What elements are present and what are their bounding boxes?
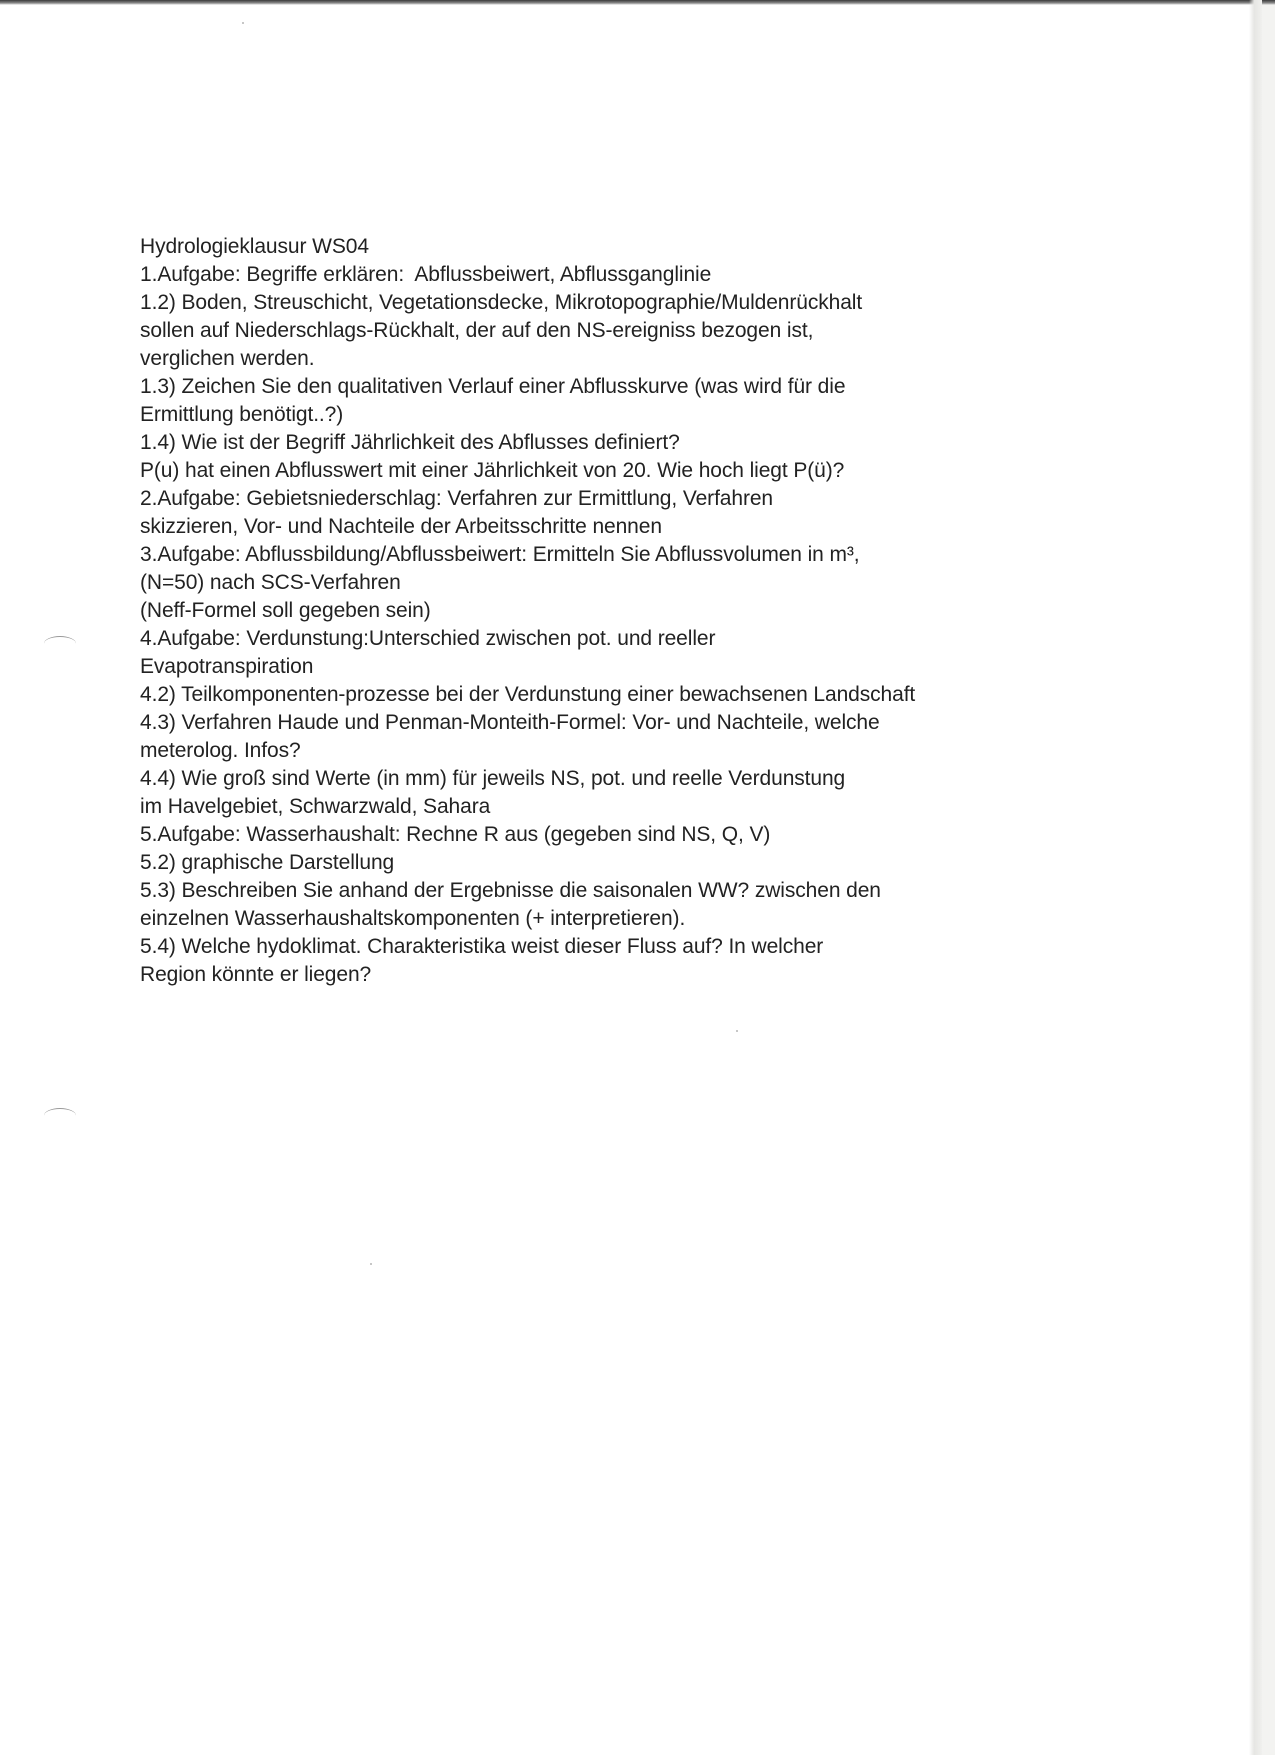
text-line: sollen auf Niederschlags-Rückhalt, der auf den NS-ereigniss bezogen ist, xyxy=(140,319,814,342)
scan-speck xyxy=(736,1030,738,1032)
text-line: 4.3) Verfahren Haude und Penman-Monteith-Formel: Vor- und Nachteile, welche xyxy=(140,711,880,734)
text-line: meterolog. Infos? xyxy=(140,739,301,762)
text-line: 4.4) Wie groß sind Werte (in mm) für jeweils NS, pot. und reelle Verdunstung xyxy=(140,767,846,790)
text-line: verglichen werden. xyxy=(140,347,315,370)
text-line: 5.Aufgabe: Wasserhaushalt: Rechne R aus (gegeben sind NS, Q, V) xyxy=(140,823,771,846)
punch-hole-mark xyxy=(44,1108,76,1123)
text-line: 5.4) Welche hydoklimat. Charakteristika weist dieser Fluss auf? In welcher xyxy=(140,935,824,958)
text-line: 1.Aufgabe: Begriffe erklären: Abflussbeiwert, Abflussganglinie xyxy=(140,263,712,286)
text-line: 1.2) Boden, Streuschicht, Vegetationsdecke, Mikrotopographie/Muldenrückhalt xyxy=(140,291,863,314)
punch-hole-mark xyxy=(44,636,76,651)
text-line: 1.4) Wie ist der Begriff Jährlichkeit des Abflusses definiert? xyxy=(140,431,680,454)
text-line: 1.3) Zeichen Sie den qualitativen Verlauf einer Abflusskurve (was wird für die xyxy=(140,375,846,398)
text-line: (N=50) nach SCS-Verfahren xyxy=(140,571,401,594)
document-title: Hydrologieklausur WS04 xyxy=(140,235,369,258)
scan-right-edge xyxy=(1249,0,1262,1755)
text-line: Evapotranspiration xyxy=(140,655,314,678)
scan-speck xyxy=(370,1263,372,1265)
scan-top-edge xyxy=(0,0,1275,5)
text-line: Region könnte er liegen? xyxy=(140,963,372,986)
text-line: 4.Aufgabe: Verdunstung:Unterschied zwischen pot. und reeller xyxy=(140,627,716,650)
exam-text xyxy=(140,233,1070,989)
text-line: 3.Aufgabe: Abflussbildung/Abflussbeiwert: Ermitteln Sie Abflussvolumen in m³, xyxy=(140,543,860,566)
text-line: Ermittlung benötigt..?) xyxy=(140,403,344,426)
text-line: im Havelgebiet, Schwarzwald, Sahara xyxy=(140,795,491,818)
scan-speck xyxy=(242,22,244,24)
text-line: 4.2) Teilkomponenten-prozesse bei der Verdunstung einer bewachsenen Landschaft xyxy=(140,683,916,706)
text-line: einzelnen Wasserhaushaltskomponenten (+ interpretieren). xyxy=(140,907,686,930)
text-line: P(u) hat einen Abflusswert mit einer Jährlichkeit von 20. Wie hoch liegt P(ü)? xyxy=(140,459,845,482)
text-line: 2.Aufgabe: Gebietsniederschlag: Verfahren zur Ermittlung, Verfahren xyxy=(140,487,774,510)
text-line: skizzieren, Vor- und Nachteile der Arbeitsschritte nennen xyxy=(140,515,662,538)
text-line: 5.3) Beschreiben Sie anhand der Ergebnisse die saisonalen WW? zwischen den xyxy=(140,879,881,902)
text-line: (Neff-Formel soll gegeben sein) xyxy=(140,599,431,622)
text-line: 5.2) graphische Darstellung xyxy=(140,851,395,874)
